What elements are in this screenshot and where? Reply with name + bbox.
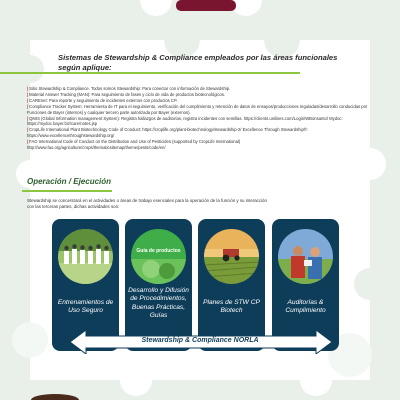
bullet-icon: | [27, 139, 29, 145]
card-label: Entrenamientos de Uso Seguro [57, 299, 114, 315]
guide-photo [131, 229, 186, 284]
list-item: |FAO International Code of Conduct on the Distribution and Use of Pesticides (supported by CropLife International) http://www.fao.org/agriculture/crops/thematicsitemap/theme/pests/code/en/ [27, 139, 241, 151]
list-item: |Compliance Tracker System: Herramienta de IT para el seguimiento, verificación del cumplimiento y retención de datos de ensayos/producciones reguladas/desarrollo conducidas por Funciones de Bayer (internos) y cualquier tercero parte autorizada por Bayer (externos). [27, 103, 368, 115]
bullet-icon: | [27, 86, 29, 91]
list-item: |CropLife International Plant Biotechnology Code of Conduct: https://croplife.org/plant-biotechnology/stewardship-2/ Excellence Through Stewardship®: https://www.excellencethroughstewardship.org/ [27, 127, 309, 139]
audit-photo [278, 229, 333, 284]
intro-text: Stewardship se concentrará en el actividades o áreas de trabajo esenciales para la operación de la función y su interacción con las terceras partes, dichas actividades son: [27, 198, 267, 210]
guide-photo-text: Guía de productos [136, 248, 181, 254]
page-title: Sistemas de Stewardship & Compliance empleados por las áreas funcionales según aplique: [58, 53, 338, 72]
tractor-photo [204, 229, 259, 284]
card-label: Desarrollo y Difusión de Procedimientos, Buenas Prácticas, Guías [128, 287, 189, 320]
systems-list [27, 86, 379, 151]
card-label: Planes de STW CP Biotech [203, 299, 260, 315]
card-label: Auditorías & Cumplimiento [285, 299, 326, 315]
list-item: |Sitio Stewardship & Compliance. Todos somos Stewardship: Para conectar con información de Stewardship. [27, 86, 231, 91]
arrow-label: Stewardship & Compliance NORLA [141, 337, 259, 344]
section-rule [22, 190, 112, 192]
list-item: |Material Answer Tracking (MAN): Para seguimiento de fases y ciclo de vida de productos biotecnológicos. [27, 91, 226, 97]
training-photo [58, 229, 113, 284]
bullet-icon: | [27, 97, 29, 103]
list-item: |QMIS (Global Information management System): Registra hallazgos de auditorías, registra incidentes con semillas. https://clients.unilines.com/Login/WBonsanto/ Mydoc: https://mydoc.bayer.biz/care/notes.jsp [27, 115, 343, 127]
bullet-icon: | [27, 91, 29, 97]
section-title: Operación / Ejecución [27, 177, 112, 186]
bullet-icon: | [27, 115, 29, 121]
list-item: |CAREnet: Para reporte y seguimiento de incidentes externos con productos CP. [27, 97, 178, 103]
bullet-icon: | [27, 127, 29, 133]
bullet-icon: | [27, 103, 29, 109]
